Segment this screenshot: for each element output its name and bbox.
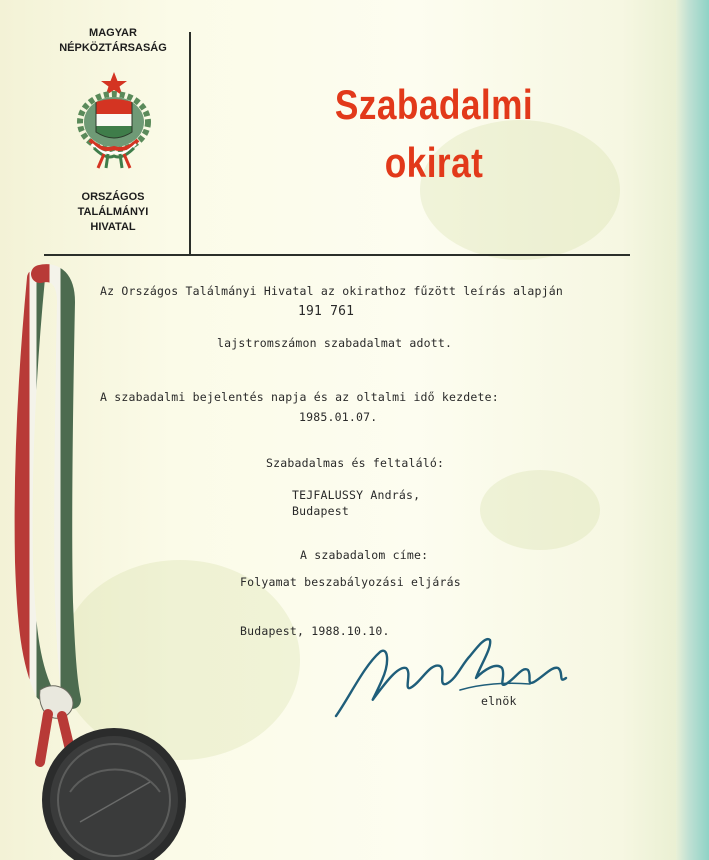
place-date: Budapest, 1988.10.10. bbox=[240, 624, 390, 638]
holder-city: Budapest bbox=[292, 504, 349, 518]
intro-line: Az Országos Találmányi Hivatal az okirathoz fűzött leírás alapján bbox=[100, 284, 564, 298]
page-edge bbox=[676, 0, 709, 860]
header-divider-horizontal bbox=[44, 254, 630, 256]
patent-title-label: A szabadalom címe: bbox=[300, 548, 429, 562]
header-divider-vertical bbox=[189, 32, 191, 254]
filing-date: 1985.01.07. bbox=[299, 410, 378, 424]
registration-number: 191 761 bbox=[298, 304, 355, 319]
holder-name: TEJFALUSSY András, bbox=[292, 488, 421, 502]
filing-line: A szabadalmi bejelentés napja és az oltalmi idő kezdete: bbox=[100, 390, 499, 404]
holder-label: Szabadalmas és feltaláló: bbox=[266, 456, 445, 470]
grant-line: lajstromszámon szabadalmat adott. bbox=[217, 336, 453, 350]
coat-of-arms-icon bbox=[72, 70, 156, 174]
document-title: Szabadalmi okirat bbox=[334, 81, 534, 186]
patent-title: Folyamat beszabályozási eljárás bbox=[240, 575, 461, 589]
signer-role: elnök bbox=[481, 694, 517, 708]
paper-stain bbox=[480, 470, 600, 550]
ribbon-with-seal bbox=[0, 262, 200, 860]
signature bbox=[330, 626, 590, 726]
office-name: ORSZÁGOS TALÁLMÁNYI HIVATAL bbox=[77, 191, 149, 233]
country-name: MAGYAR NÉPKÖZTÁRSASÁG bbox=[59, 27, 167, 54]
